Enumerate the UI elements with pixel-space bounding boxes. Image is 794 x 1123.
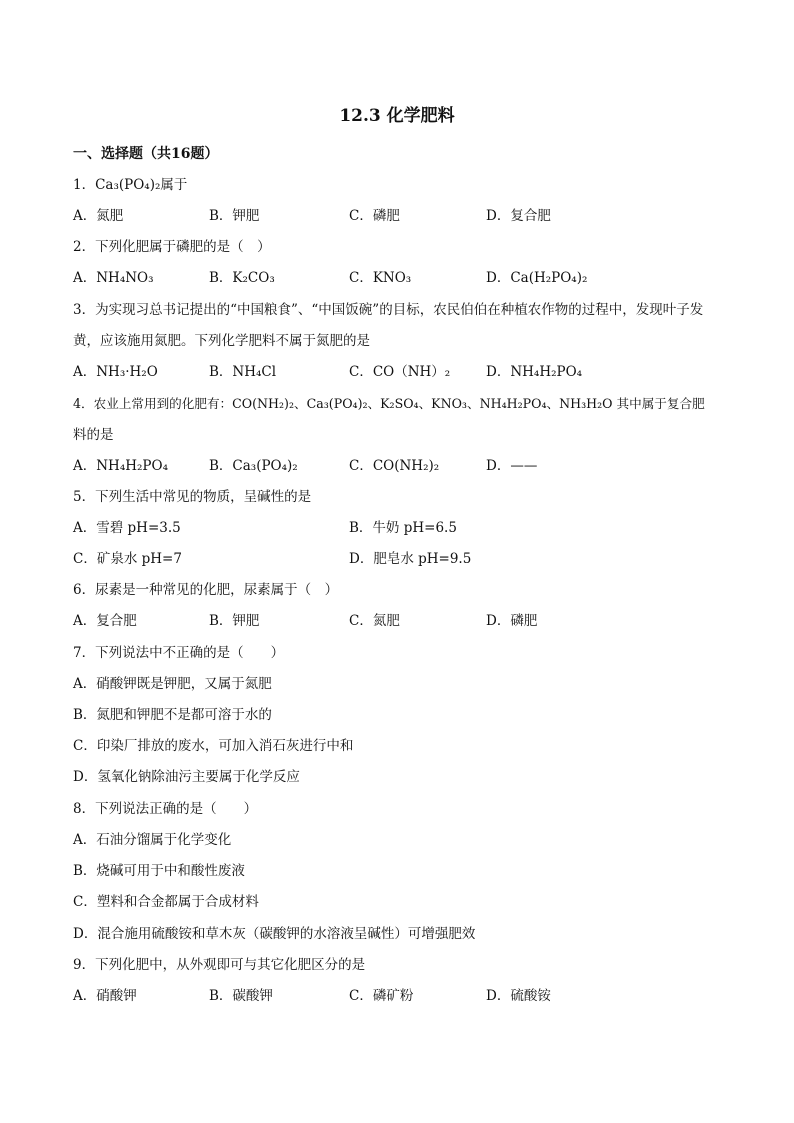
option-b: B．K₂CO₃ — [209, 270, 275, 286]
option-c: C．磷肥 — [349, 208, 400, 224]
option-a: A．NH₃·H₂O — [73, 364, 158, 380]
question-5-stem: 5．下列生活中常见的物质，呈碱性的是 — [73, 489, 312, 505]
question-1-stem: 1．Ca₃(PO₄)₂属于 — [73, 177, 188, 193]
option-a: A．硝酸钾 — [73, 988, 137, 1004]
question-6-stem: 6．尿素是一种常见的化肥，尿素属于（ ） — [73, 582, 339, 598]
question-7-option-c: C．印染厂排放的废水，可加入消石灰进行中和 — [73, 738, 354, 754]
option-a: A．氮肥 — [73, 208, 124, 224]
option-d: D．肥皂水 pH=9.5 — [349, 551, 472, 567]
question-8-stem: 8．下列说法正确的是（ ） — [73, 801, 258, 817]
option-d: D．Ca(H₂PO₄)₂ — [486, 270, 588, 286]
option-d: D．磷肥 — [486, 613, 538, 629]
option-c: C．氮肥 — [349, 613, 400, 629]
question-8-option-a: A．石油分馏属于化学变化 — [73, 832, 232, 848]
option-a: A．雪碧 pH=3.5 — [73, 520, 181, 536]
option-b: B．Ca₃(PO₄)₂ — [209, 458, 298, 474]
option-c: C．CO(NH₂)₂ — [349, 458, 440, 474]
option-a: A．NH₄NO₃ — [73, 270, 154, 286]
question-7-option-a: A．硝酸钾既是钾肥，又属于氮肥 — [73, 676, 272, 692]
option-a: A．复合肥 — [73, 613, 137, 629]
question-4-stem-line-2: 料的是 — [73, 427, 114, 443]
question-3-stem-line-1: 3．为实现习总书记提出的“中国粮食”、“中国饭碗”的目标，农民伯伯在种植农作物的过程中，发现叶子发 — [73, 302, 704, 318]
option-b: B．牛奶 pH=6.5 — [349, 520, 457, 536]
option-d: D．硫酸铵 — [486, 988, 551, 1004]
question-8-option-c: C．塑料和合金都属于合成材料 — [73, 894, 259, 910]
option-c: C．磷矿粉 — [349, 988, 414, 1004]
option-c: C．矿泉水 pH=7 — [73, 551, 182, 567]
question-7-option-d: D．氢氧化钠除油污主要属于化学反应 — [73, 769, 300, 785]
question-8-option-d: D．混合施用硫酸铵和草木灰（碳酸钾的水溶液呈碱性）可增强肥效 — [73, 926, 476, 942]
option-b: B．钾肥 — [209, 613, 260, 629]
option-c: C．KNO₃ — [349, 270, 412, 286]
option-c: C．CO（NH）₂ — [349, 364, 451, 380]
question-2-stem: 2．下列化肥属于磷肥的是（ ） — [73, 239, 271, 255]
question-4-stem-line-1: 4．农业上常用到的化肥有：CO(NH₂)₂、Ca₃(PO₄)₂、K₂SO₄、KNO₃、NH₄H₂PO₄、NH₃H₂O 其中属于复合肥 — [73, 396, 705, 411]
option-b: B．钾肥 — [209, 208, 260, 224]
option-a: A．NH₄H₂PO₄ — [73, 458, 168, 474]
option-b: B．NH₄Cl — [209, 364, 277, 380]
question-9-stem: 9．下列化肥中，从外观即可与其它化肥区分的是 — [73, 957, 366, 973]
question-7-option-b: B．氮肥和钾肥不是都可溶于水的 — [73, 707, 272, 723]
option-d: D．NH₄H₂PO₄ — [486, 364, 583, 380]
option-d: D．复合肥 — [486, 208, 551, 224]
option-b: B．碳酸钾 — [209, 988, 273, 1004]
option-d: D．—— — [486, 458, 538, 474]
question-3-stem-line-2: 黄，应该施用氮肥。下列化学肥料不属于氮肥的是 — [73, 333, 370, 349]
question-8-option-b: B．烧碱可用于中和酸性废液 — [73, 863, 245, 879]
question-7-stem: 7．下列说法中不正确的是（ ） — [73, 645, 285, 661]
page-title: 12.3 化学肥料 — [339, 106, 455, 126]
section-heading: 一、选择题（共16题） — [73, 146, 219, 162]
